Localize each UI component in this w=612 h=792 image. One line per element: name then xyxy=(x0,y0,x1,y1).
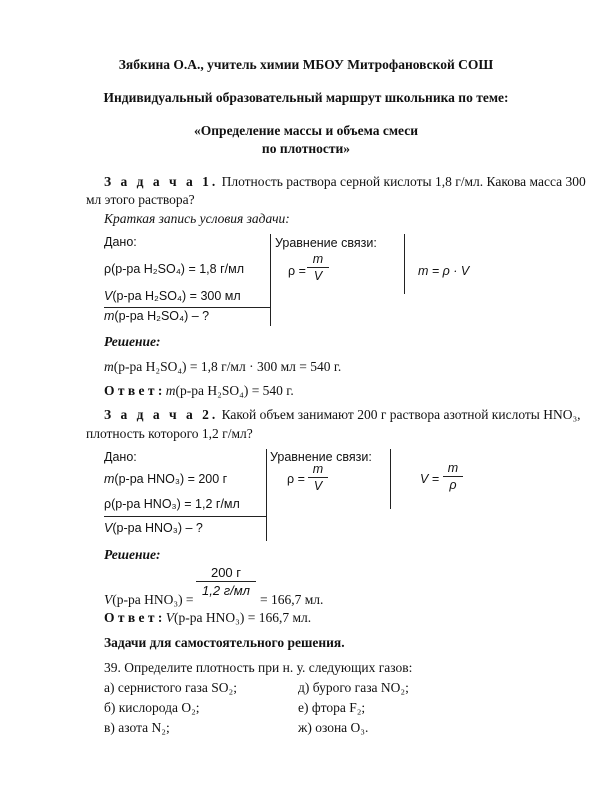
task1-eq-title: Уравнение связи: xyxy=(275,236,377,250)
q39: 39. Определите плотность при н. у. следующих газов: xyxy=(104,660,413,675)
task1-solution: m(р-ра H₂SO₄) = 1,8 г/мл · 300 мл = 540 г. xyxy=(104,359,342,374)
task2-text-1: Какой объем занимают 200 г раствора азотной кислоты HNO₃, xyxy=(221,407,581,422)
gas-item-v: в) азота N₂; xyxy=(104,720,170,735)
route-line: Индивидуальный образовательный маршрут школьника по теме: xyxy=(103,90,509,105)
task1-short-note: Краткая запись условия задачи: xyxy=(104,211,290,226)
gas-item-zh: ж) озона O₃. xyxy=(298,720,369,735)
task2-eq-lhs: ρ = xyxy=(287,472,305,486)
gas-item-a: а) сернистого газа SO₂; xyxy=(104,680,237,695)
task1-label: З а д а ч а 1. xyxy=(104,174,219,189)
task1-result-formula: m = ρ · V xyxy=(418,264,470,278)
task1-line1 xyxy=(104,174,586,190)
task2-eq-title: Уравнение связи: xyxy=(270,450,372,464)
task2-line1 xyxy=(104,407,581,423)
task1-given-2: V(р-ра H₂SO₄) = 300 мл xyxy=(104,289,241,303)
task2-vline-1 xyxy=(266,449,267,541)
gas-item-b: б) кислорода O₂; xyxy=(104,700,200,715)
topic-line-2: по плотности» xyxy=(261,141,351,156)
task1-given-title: Дано: xyxy=(104,235,137,249)
task2-vline-2 xyxy=(390,449,391,509)
topic-line-1: «Определение массы и объема смеси xyxy=(194,123,418,138)
task1-given-1: ρ(р-ра H₂SO₄) = 1,8 г/мл xyxy=(104,262,244,276)
gas-item-d: д) бурого газа NO₂; xyxy=(298,680,409,695)
task1-text-2: мл этого раствора? xyxy=(86,192,195,207)
task1-eq-fraction: m V xyxy=(307,252,329,283)
task2-solution-rhs: = 166,7 мл. xyxy=(260,592,324,607)
author-line: Зябкина О.А., учитель химии МБОУ Митрофановской СОШ xyxy=(118,57,494,72)
task1-vline-2 xyxy=(404,234,405,294)
gas-item-e: е) фтора F₂; xyxy=(298,700,366,715)
task2-result-fraction: m ρ xyxy=(443,461,463,492)
task2-answer: О т в е т : V(р-ра HNO₃) = 166,7 мл. xyxy=(104,610,312,625)
task2-solution-lhs: V(р-ра HNO₃) = xyxy=(104,592,194,607)
task2-eq-fraction: m V xyxy=(308,462,328,493)
self-title: Задачи для самостоятельного решения. xyxy=(104,635,345,650)
task1-given-divider xyxy=(104,307,270,308)
task2-solution-label: Решение: xyxy=(104,547,161,562)
task2-label: З а д а ч а 2. xyxy=(104,407,219,422)
task2-given-title: Дано: xyxy=(104,450,137,464)
task2-find: V(р-ра HNO₃) – ? xyxy=(104,521,203,535)
task1-text-1: Плотность раствора серной кислоты 1,8 г/мл. Какова масса 300 xyxy=(221,174,586,189)
task2-result-lhs: V = xyxy=(420,472,440,486)
task2-given-2: ρ(р-ра HNO₃) = 1,2 г/мл xyxy=(104,497,240,511)
task1-solution-label: Решение: xyxy=(104,334,161,349)
task1-eq-lhs: ρ = xyxy=(288,264,306,278)
task1-vline-1 xyxy=(270,234,271,326)
task2-given-divider xyxy=(104,516,266,517)
task2-solution-fraction: 200 г 1,2 г/мл xyxy=(196,565,256,598)
task1-find: m(р-ра H₂SO₄) – ? xyxy=(104,309,210,323)
task2-text-2: плотность которого 1,2 г/мл? xyxy=(86,426,253,441)
task2-given-1: m(р-ра HNO₃) = 200 г xyxy=(104,472,228,486)
task1-answer: О т в е т : m(р-ра H₂SO₄) = 540 г. xyxy=(104,383,294,398)
